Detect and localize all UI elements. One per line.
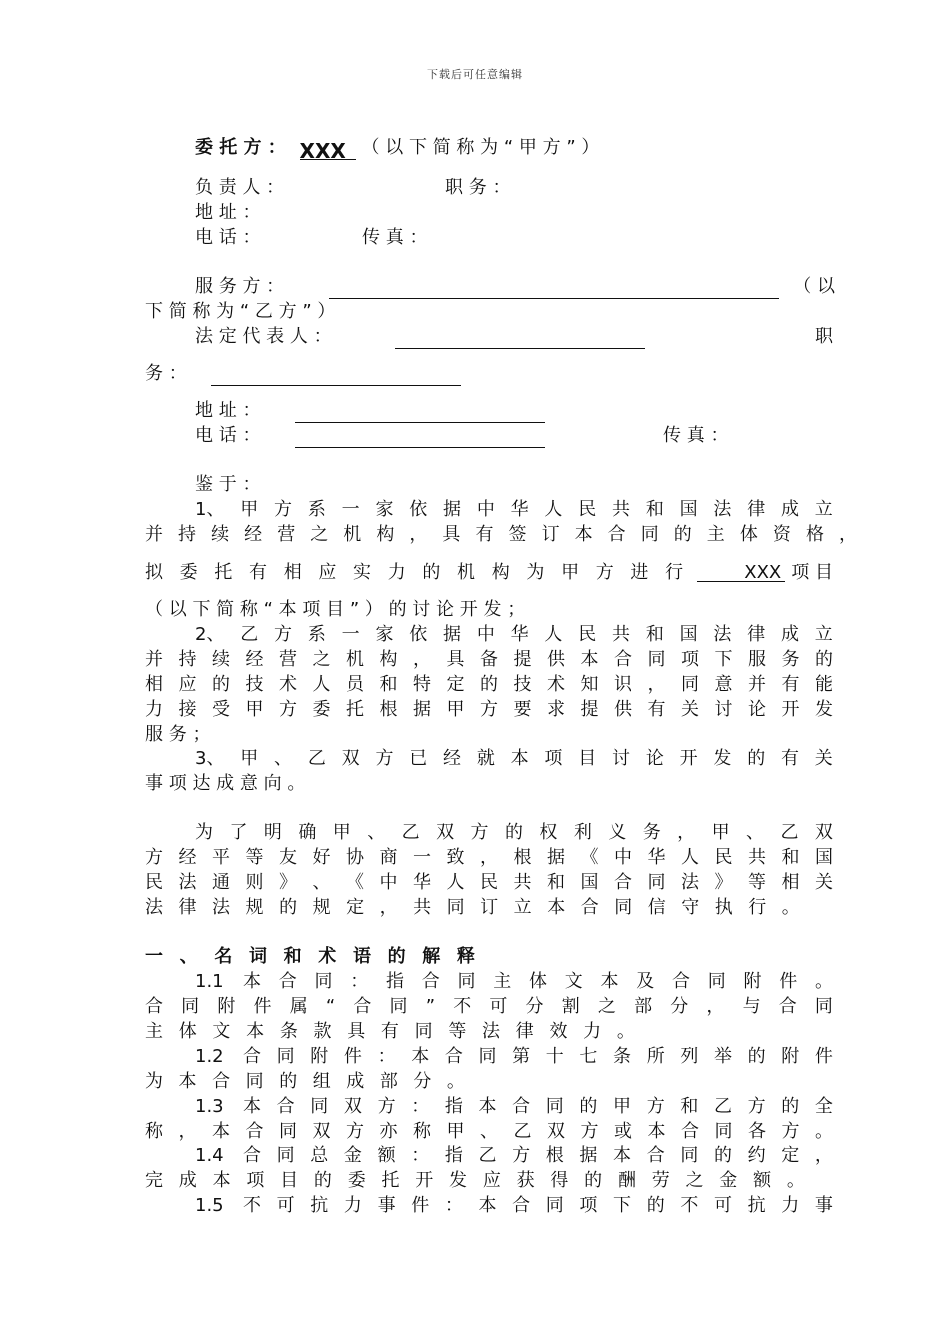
clause-1-4-number: 1.4 — [195, 1145, 224, 1166]
clause-1-1-line2: 合 同 附 件 属 “ 合 同 ” 不 可 分 割 之 部 分 ， 与 合 同 — [145, 996, 833, 1017]
clause-1-1-number: 1.1 — [195, 971, 224, 992]
party-a-address-label: 地 址 ： — [195, 202, 261, 223]
whereas-label: 鉴 于 ： — [195, 474, 261, 495]
party-b-phone-label: 电 话 ： — [195, 425, 261, 446]
clause-1-2-line1: 合 同 附 件 ： 本 合 同 第 十 七 条 所 列 举 的 附 件 — [243, 1046, 833, 1067]
clause-1-3-number: 1.3 — [195, 1096, 224, 1117]
party-b-title-end: 务 ： — [145, 363, 187, 384]
preamble-line1: 为 了 明 确 甲 、 乙 双 方 的 权 利 义 务 ， 甲 、 乙 双 — [195, 822, 833, 843]
clause-1-1-line1: 本 合 同 ： 指 合 同 主 体 文 本 及 合 同 附 件 。 — [243, 971, 833, 992]
party-b-title-blank — [211, 365, 461, 386]
party-b-legal-rep-label: 法 定 代 表 人 ： — [195, 326, 332, 347]
party-a-phone-label: 电 话 ： — [195, 227, 261, 248]
party-a-alias: （ 以 下 简 称 为 “ 甲 方 ” ） — [361, 137, 600, 158]
party-b-alias-end: 下 简 称 为 “ 乙 方 ” ） — [145, 301, 336, 322]
whereas-item1-line1: 1、 甲 方 系 一 家 依 据 中 华 人 民 共 和 国 法 律 成 立 — [195, 499, 833, 520]
party-b-phone-blank — [295, 427, 545, 448]
whereas-item2-line2: 并 持 续 经 营 之 机 构 ， 具 备 提 供 本 合 同 项 下 服 务 的 — [145, 649, 833, 670]
whereas-item2-line3: 相 应 的 技 术 人 员 和 特 定 的 技 术 知 识 ， 同 意 并 有 能 — [145, 674, 833, 695]
clause-1-3-line1: 本 合 同 双 方 ： 指 本 合 同 的 甲 方 和 乙 方 的 全 — [243, 1096, 833, 1117]
clause-1-2-line2: 为 本 合 同 的 组 成 部 分 。 — [145, 1071, 465, 1092]
party-a-label: 委 托 方 ： — [195, 137, 286, 158]
party-a-fax-label: 传 真 ： — [362, 227, 428, 248]
party-b-fax-label: 传 真 ： — [663, 425, 729, 446]
clause-1-4-line1: 合 同 总 金 额 ： 指 乙 方 根 据 本 合 同 的 约 定 ， — [243, 1145, 833, 1166]
whereas-item2-line5: 服 务 ； — [145, 724, 211, 745]
party-b-legal-rep-blank — [395, 328, 645, 349]
party-b-title-start: 职 — [815, 326, 833, 347]
project-name: XXX — [697, 561, 785, 582]
clause-1-5-number: 1.5 — [195, 1195, 224, 1216]
whereas-item2-line4: 力 接 受 甲 方 委 托 根 据 甲 方 要 求 提 供 有 关 讨 论 开 发 — [145, 699, 833, 720]
whereas-item2-line1: 2、 乙 方 系 一 家 依 据 中 华 人 民 共 和 国 法 律 成 立 — [195, 624, 833, 645]
whereas-item1-line4: （ 以 下 简 称 “ 本 项 目 ” ） 的 讨 论 开 发 ； — [145, 599, 526, 620]
preamble-line2: 方 经 平 等 友 好 协 商 一 致 ， 根 据 《 中 华 人 民 共 和 国 — [145, 847, 833, 868]
preamble-line3: 民 法 通 则 》 、 《 中 华 人 民 共 和 国 合 同 法 》 等 相 关 — [145, 872, 833, 893]
party-b-name-blank — [329, 278, 779, 299]
clause-1-3-line2: 称 ， 本 合 同 双 方 亦 称 甲 、 乙 双 方 或 本 合 同 各 方 。 — [145, 1121, 833, 1142]
party-b-alias-start: （ 以 — [793, 276, 835, 297]
page-header-note: 下载后可任意编辑 — [427, 68, 523, 81]
whereas-item1-line3-suffix: 项 目 — [791, 562, 833, 583]
party-a-name: XXX — [300, 139, 356, 160]
clause-1-5-line1: 不 可 抗 力 事 件 ： 本 合 同 项 下 的 不 可 抗 力 事 — [243, 1195, 833, 1216]
party-a-title-label: 职 务 ： — [445, 177, 511, 198]
clause-1-1-line3: 主 体 文 本 条 款 具 有 同 等 法 律 效 力 。 — [145, 1021, 635, 1042]
party-a-rep-label: 负 责 人 ： — [195, 177, 285, 198]
section1-title: 一 、 名 词 和 术 语 的 解 释 — [145, 946, 475, 967]
whereas-item3-line2: 事 项 达 成 意 向 。 — [145, 773, 306, 794]
whereas-item1-line3-text: 拟 委 托 有 相 应 实 力 的 机 构 为 甲 方 进 行 — [145, 562, 684, 583]
whereas-item1-line2: 并 持 续 经 营 之 机 构 ， 具 有 签 订 本 合 同 的 主 体 资 格 ， — [145, 524, 857, 545]
party-b-label: 服 务 方 ： — [195, 276, 285, 297]
whereas-item1-line3 — [145, 561, 833, 585]
party-b-address-blank — [295, 402, 545, 423]
whereas-item3-line1: 3、 甲 、 乙 双 方 已 经 就 本 项 目 讨 论 开 发 的 有 关 — [195, 748, 833, 769]
preamble-line4: 法 律 法 规 的 规 定 ， 共 同 订 立 本 合 同 信 守 执 行 。 — [145, 897, 800, 918]
clause-1-4-line2: 完 成 本 项 目 的 委 托 开 发 应 获 得 的 酬 劳 之 金 额 。 — [145, 1170, 805, 1191]
party-b-address-label: 地 址 ： — [195, 400, 261, 421]
party-a-line — [145, 136, 833, 163]
clause-1-2-number: 1.2 — [195, 1046, 224, 1067]
